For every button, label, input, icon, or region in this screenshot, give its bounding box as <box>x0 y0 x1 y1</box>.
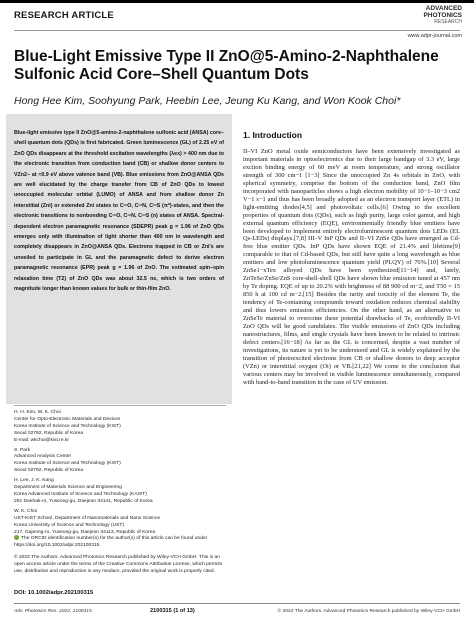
introduction-body <box>243 148 460 593</box>
affiliation-line: H. Lee, J. K. Kang <box>14 478 54 484</box>
affiliation-line: Seoul 02792, Republic of Korea <box>14 468 84 474</box>
logo-line-3: RESEARCH <box>434 19 462 25</box>
orcid-icon <box>14 535 19 540</box>
affiliation-line: Korea Institute of Science and Technology (KIST) <box>14 461 121 467</box>
affiliation-line: Korea Institute of Science and Technology (KIST) <box>14 423 121 429</box>
journal-logo <box>392 5 462 29</box>
author-list: Hong Hee Kim, Soohyung Park, Heebin Lee, Jeung Ku Kang, and Won Kook Choi* <box>14 95 401 107</box>
affiliation-line: Department of Materials Science and Engineering <box>14 485 122 491</box>
affiliation-line: Korea Advanced Institute of Science and Technology (KAIST) <box>14 491 147 497</box>
affiliation-line: Korea University of Science and Technology (UST) <box>14 522 124 528</box>
logo-line-2: PHOTONICS <box>423 12 462 19</box>
affiliation-block-1 <box>14 410 226 445</box>
orcid-note <box>14 535 226 550</box>
footer-publisher: © 2022 The Authors. Advanced Photonics Research published by Wiley-VCH GmbH <box>277 609 460 614</box>
header-divider <box>14 30 460 31</box>
article-title: Blue-Light Emissive Type II ZnO@5-Amino-2-Naphthalene Sulfonic Acid Core–Shell Quantum Dots <box>14 48 439 83</box>
affiliation-block-3 <box>14 478 226 506</box>
article-type-label: RESEARCH ARTICLE <box>14 10 114 21</box>
top-rule <box>0 0 474 3</box>
footer-divider <box>14 603 460 604</box>
page-header <box>0 0 474 28</box>
doi-link[interactable]: DOI: 10.1002/adpr.202100315 <box>14 590 94 596</box>
affiliation-email-link[interactable]: E-mail: wkchoi@kist.re.kr <box>14 437 69 443</box>
body-paragraph: II–VI ZnO metal oxide semiconductors have been extensively investigated as important materials in optoelectronics due to their large bandgap of 3.3 eV, large exciton binding energy of 60 meV at room temperature, and strong oscillator strength of 300 cm−1 [1−3] Since the unoccupied Zn 4s orbitals in ZnO, with spherical symmetry, comprise the bottom of the conduction band, ZnO film incorporated with nanoparticles shows a high electron mobility of 10−1–10−3 cm2 V−1 s−1 and thus has been broadly adopted as an electron transport layer (ETL) in light-emitting diodes[4,5] and photovoltaic cells.[6] Owing to the excellent properties of quantum dots (QDs), such as high purity, large color gamut, and high external quantum efficiency (EQE), environmentally friendly blue emitters have been developed to implement entirely electroluminescent quantum dots LEDs (EL Qs-LEDs) displays.[7,8] III–V InP QDs and II–VI ZnSe QDs have emerged as Cd-free blue emitter QDs. InP QDs have shown EQE of 21.4% and lifetime[9] comparable to that of Cd-based QDs, but still have quite a long wavelength as blue emitters and low photoluminescence quantum yield (PLQY) of 76%.[10] Several ZnSe1−xTex alloyed QDs have been synthesized[11−14] and, lately, ZnTeSe/ZnSe/ZnS core-shell-shell QDs have shown blue emission tuned at 457 nm by Te doping. EQE of up to 20.2% with brightness of 88 900 cd m−2, and T50 = 15 850 h at 100 cd m−2.[15] Besides the rarity and toxicity of the element Te, the tendency of Te-containing compounds toward oxidation reduces chemical stability and thus lowers emission efficiencies. On the other hand, as an alternative to ZnSeTe material to overcome these potential drawbacks of Te, ecofriendly II-VI ZnO QDs will be good candidates. The visible emissions of ZnO QDs including nanostructures, films, and single crystals have been known to be related to intrinsic defect centers.[16−18] As far as the GL is concerned, despite a vast number of investigations, its nature is yet to be understood and GL is widely explained by the transition of photoexcited electrons from CB or shallow donors to deep acceptor (VZn) or interstitial oxygen (Oi) or VB.[21,22] We come to the conclusion that various centers may be involved in visible luminescence simultaneously, compared with band-to-band transition in the case of UV emission. <box>243 148 460 386</box>
affiliation-block-2 <box>14 448 226 476</box>
affiliation-block-4 <box>14 509 226 537</box>
affiliation-line: Advanced Analysis Center <box>14 454 72 460</box>
affiliation-line: W. K. Choi <box>14 508 38 514</box>
affiliation-divider <box>14 405 226 406</box>
affiliation-line: H. H. Kim, W. K. Choi <box>14 410 61 415</box>
affiliation-line: Center for Opto-Electronic Materials and Devices <box>14 416 121 422</box>
journal-url-link[interactable]: www.adpr-journal.com <box>407 33 462 39</box>
affiliation-line: UST-KIST School, Department of Nanomaterials and Nano Science <box>14 515 161 521</box>
orcid-note-text[interactable]: The ORCID identification number(s) for the author(s) of this article can be found under https://doi.org/10.1002/adpr.202100315. <box>14 536 208 548</box>
section-heading-introduction: 1. Introduction <box>243 130 303 140</box>
affiliation-line: 291 Daehak-ro, Yuseong-gu, Daejeon 34141, Republic of Korea <box>14 498 153 504</box>
affiliation-line: 217, Gajeong-ro, Yuseong-gu, Daejeon 34113, Republic of Korea <box>14 529 156 535</box>
footer-page-number: 2100315 (1 of 13) <box>150 608 195 614</box>
footer-journal-citation: Adv. Photonics Res. 2022, 2100315 <box>14 609 92 614</box>
logo-line-1: ADVANCED <box>425 5 462 12</box>
abstract-text: Blue-light emissive type II ZnO@5-amino-2-naphthalene sulfonic acid (ANSA) core–shell quantum dots (QDs) is first fabricated. Green luminescence (GL) of 2.25 eV of ZnO QDs disappears at the threshold excitation wavelengths (λex) > 400 nm due to the electronic transition from conduction band (CB) or shallow donor centers to VZn2− at ≈0.9 eV above valence band (VB). Blue emissions from ZnO@ANSA QDs are well elucidated by the charge transfer from CB of ZnO QDs to lowest unoccupied molecular orbital (LUMO) of ANSA and from shallow donor Zn interstitial (Zni) or extended Zni states to C═O, C═N, C═S (π*)-states, and then the electronic transitions to nonbonding C═O, C═N, C═S (n) states of ANSA. Spectral-dependent electron paramagnetic resonance (SDEPR) peak g = 1.96 of ZnO QDs emerges only with illumination of light shorter than 400 nm in wavelength and completely disappears in ZnO@ANSA QDs. Electrons trapped in CB or Zni's are unveiled to participate in GL and the paramagnetic defect to derive electron paramagnetic resonance (EPR) peak g = 1.96 of ZnO. The estimated spin–spin relaxation time (T2) of ZnO QDs was about 32.5 ns, which is two orders of magnitude longer than known values for bulk or thin-film ZnO. <box>14 130 224 293</box>
affiliations <box>14 410 226 536</box>
copyright-note: © 2022 The Authors. Advanced Photonics Research published by Wiley-VCH GmbH. This is an open access article under the terms of the Creative Commons Attribution License, which permits use, distribution and reproduction in any medium, provided the original work is properly cited. <box>14 555 223 574</box>
affiliation-line: Seoul 02792, Republic of Korea <box>14 430 84 436</box>
affiliation-line: S. Park <box>14 447 31 453</box>
